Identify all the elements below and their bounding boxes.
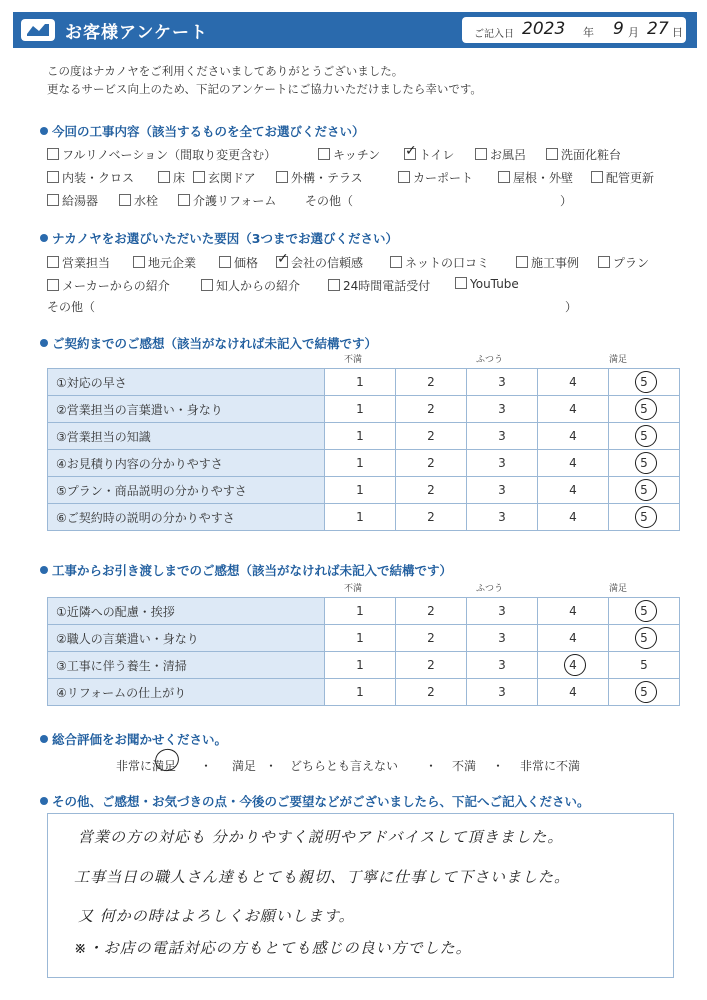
date-day-unit: 日	[672, 26, 683, 39]
checkbox[interactable]	[47, 148, 59, 160]
rating-row	[48, 369, 680, 396]
reason-local-company[interactable]: 地元企業	[133, 254, 196, 271]
overall-very-dissatisfied[interactable]: 非常に不満	[520, 759, 581, 773]
selection-circle	[633, 396, 658, 421]
selection-circle	[633, 598, 658, 623]
checkbox[interactable]	[158, 171, 170, 183]
overall-satisfied[interactable]: 満足	[232, 759, 257, 773]
date-year-unit: 年	[583, 26, 594, 39]
checkbox[interactable]	[201, 279, 213, 291]
bullet-icon	[40, 234, 48, 242]
option-toilet[interactable]: ✓ トイレ	[404, 146, 454, 163]
rating-option-3[interactable]: 3	[467, 450, 538, 477]
rating-option-3[interactable]: 3	[467, 396, 538, 423]
option-full-renovation[interactable]: フルリノベーション（間取り変更含む）	[47, 146, 276, 163]
rating-option-4[interactable]: 4	[538, 652, 609, 679]
rating-row	[48, 652, 680, 679]
rating-option-4[interactable]: 4	[538, 450, 609, 477]
checkbox[interactable]	[455, 277, 467, 289]
rating-row-label: ②職人の言葉遣い・身なり	[48, 625, 325, 652]
rating-row-label: ③営業担当の知識	[48, 423, 325, 450]
overall-separator: ・	[492, 759, 505, 773]
overall-separator: ・	[265, 759, 278, 773]
selection-circle	[633, 477, 658, 502]
option-carport[interactable]: カーポート	[398, 169, 473, 186]
rating-option-1[interactable]: 1	[325, 598, 396, 625]
date-field[interactable]	[462, 17, 686, 43]
option-exterior[interactable]: 外構・テラス	[276, 169, 363, 186]
checkbox[interactable]	[598, 256, 610, 268]
reason-plan[interactable]: プラン	[598, 254, 649, 271]
scale-low: 不満	[344, 584, 363, 594]
rating-option-3[interactable]: 3	[467, 369, 538, 396]
selection-circle	[633, 625, 658, 650]
rating-option-3[interactable]: 3	[467, 598, 538, 625]
rating-option-5[interactable]: 5	[609, 369, 680, 396]
reason-24h-phone[interactable]: 24時間電話受付	[328, 277, 430, 294]
rating-option-2[interactable]: 2	[396, 598, 467, 625]
selection-circle	[562, 652, 587, 677]
checkbox[interactable]	[398, 171, 410, 183]
section-reasons-title: ナカノヤをお選びいただいた要因（3つまでお選びください）	[40, 229, 398, 247]
option-other-label: その他（	[305, 194, 354, 208]
rating-option-5[interactable]: 5	[609, 504, 680, 531]
checkbox[interactable]	[47, 279, 59, 291]
rating-row-label: ①対応の早さ	[48, 369, 325, 396]
comment-line-4: ※・お店の電話対応の方もとても感じの良い方でした。	[74, 939, 472, 957]
rating-row	[48, 598, 680, 625]
rating-option-2[interactable]: 2	[396, 423, 467, 450]
rating-option-5[interactable]: 5	[609, 450, 680, 477]
reason-maker-referral[interactable]: メーカーからの紹介	[47, 277, 170, 294]
bullet-icon	[40, 735, 48, 743]
rating-option-4[interactable]: 4	[538, 477, 609, 504]
rating-option-3[interactable]: 3	[467, 679, 538, 706]
section-contract-impressions-title: ご契約までのご感想（該当がなければ未記入で結構です）	[40, 334, 377, 352]
intro-line-2: 更なるサービス向上のため、下記のアンケートにご協力いただけましたら幸いです。	[47, 82, 482, 96]
section-work-content-title: 今回の工事内容（該当するものを全てお選びください）	[40, 122, 365, 140]
company-logo	[21, 19, 55, 41]
rating-option-5[interactable]: 5	[609, 679, 680, 706]
checkbox[interactable]	[328, 279, 340, 291]
option-interior[interactable]: 内装・クロス	[47, 169, 134, 186]
rating-row-label: ④リフォームの仕上がり	[48, 679, 325, 706]
checkbox[interactable]	[47, 256, 59, 268]
rating-option-4[interactable]: 4	[538, 598, 609, 625]
rating-option-5[interactable]: 5	[609, 396, 680, 423]
rating-option-3[interactable]: 3	[467, 625, 538, 652]
option-kitchen[interactable]: キッチン	[318, 146, 380, 163]
selection-circle	[633, 504, 658, 529]
rating-option-1[interactable]: 1	[325, 396, 396, 423]
intro-line-1: この度はナカノヤをご利用くださいましてありがとうございました。	[47, 64, 404, 78]
rating-option-2[interactable]: 2	[396, 652, 467, 679]
section-overall-title: 総合評価をお聞かせください。	[40, 730, 227, 748]
scale-high: 満足	[609, 355, 628, 365]
header-bar	[13, 12, 697, 48]
checkbox[interactable]	[276, 171, 288, 183]
rating-option-4[interactable]: 4	[538, 396, 609, 423]
checkbox[interactable]	[546, 148, 558, 160]
checkbox[interactable]	[591, 171, 603, 183]
rating-option-5[interactable]: 5	[609, 652, 680, 679]
scale-low: 不満	[344, 355, 363, 365]
rating-row-label: ①近隣への配慮・挨拶	[48, 598, 325, 625]
overall-neutral[interactable]: どちらとも言えない	[290, 759, 399, 773]
rating-option-5[interactable]: 5	[609, 598, 680, 625]
reason-reviews[interactable]: ネットの口コミ	[390, 254, 489, 271]
rating-option-3[interactable]: 3	[467, 423, 538, 450]
rating-option-2[interactable]: 2	[396, 504, 467, 531]
overall-dissatisfied[interactable]: 不満	[452, 759, 477, 773]
bullet-icon	[40, 797, 48, 805]
rating-row	[48, 504, 680, 531]
selection-circle	[633, 369, 658, 394]
rating-option-4[interactable]: 4	[538, 369, 609, 396]
rating-option-1[interactable]: 1	[325, 369, 396, 396]
rating-option-3[interactable]: 3	[467, 652, 538, 679]
reason-case-studies[interactable]: 施工事例	[516, 254, 579, 271]
rating-option-4[interactable]: 4	[538, 679, 609, 706]
checkbox[interactable]	[178, 194, 190, 206]
rating-option-1[interactable]: 1	[325, 625, 396, 652]
scale-mid: ふつう	[476, 355, 504, 365]
selection-circle	[633, 450, 658, 475]
contract-rating-table	[47, 368, 680, 531]
checkbox[interactable]	[47, 194, 59, 206]
option-other-close: ）	[560, 194, 573, 208]
rating-option-1[interactable]: 1	[325, 423, 396, 450]
rating-option-1[interactable]: 1	[325, 504, 396, 531]
option-bath[interactable]: お風呂	[475, 146, 526, 163]
selection-circle	[633, 679, 658, 704]
rating-option-2[interactable]: 2	[396, 625, 467, 652]
reason-other-label: その他（	[47, 300, 96, 314]
overall-very-satisfied[interactable]: 非常に満足	[116, 759, 177, 773]
bullet-icon	[40, 566, 48, 574]
checkbox-checked[interactable]	[276, 256, 288, 268]
date-month: 9	[613, 19, 624, 39]
section-comments-title: その他、ご感想・お気づきの点・今後のご要望などがございましたら、下記へご記入ください。	[40, 792, 590, 810]
reason-trust[interactable]: ✓ 会社の信頼感	[276, 254, 363, 271]
rating-option-5[interactable]: 5	[609, 423, 680, 450]
overall-separator: ・	[425, 759, 438, 773]
rating-option-4[interactable]: 4	[538, 504, 609, 531]
checkbox[interactable]	[133, 256, 145, 268]
date-day: 27	[647, 19, 669, 39]
option-water-heater[interactable]: 給湯器	[47, 192, 98, 209]
rating-row-label: ③工事に伴う養生・清掃	[48, 652, 325, 679]
rating-option-2[interactable]: 2	[396, 477, 467, 504]
rating-option-1[interactable]: 1	[325, 450, 396, 477]
rating-row-label: ⑥ご契約時の説明の分かりやすさ	[48, 504, 325, 531]
reason-sales-rep[interactable]: 営業担当	[47, 254, 110, 271]
selection-circle	[633, 423, 658, 448]
reason-price[interactable]: 価格	[219, 254, 258, 271]
option-vanity[interactable]: 洗面化粧台	[546, 146, 621, 163]
option-faucet[interactable]: 水栓	[119, 192, 158, 209]
rating-row	[48, 423, 680, 450]
option-care-reform[interactable]: 介護リフォーム	[178, 192, 276, 209]
date-month-unit: 月	[628, 26, 639, 39]
option-entrance-door[interactable]: 玄関ドア	[193, 169, 256, 186]
option-piping[interactable]: 配管更新	[591, 169, 654, 186]
rating-row	[48, 396, 680, 423]
rating-option-4[interactable]: 4	[538, 625, 609, 652]
rating-option-2[interactable]: 2	[396, 679, 467, 706]
checkbox[interactable]	[193, 171, 205, 183]
reason-other-close: ）	[565, 300, 578, 314]
overall-separator: ・	[200, 759, 213, 773]
checkbox-checked[interactable]	[404, 148, 416, 160]
comment-line-1: 営業の方の対応も 分かりやすく説明やアドバイスして頂きました。	[78, 828, 564, 846]
comment-line-2: 工事当日の職人さん達もとても親切、丁寧に仕事して下さいました。	[74, 868, 571, 886]
rating-option-1[interactable]: 1	[325, 652, 396, 679]
bullet-icon	[40, 127, 48, 135]
rating-row-label: ②営業担当の言葉遣い・身なり	[48, 396, 325, 423]
option-roof[interactable]: 屋根・外壁	[498, 169, 573, 186]
checkbox[interactable]	[475, 148, 487, 160]
construction-rating-table	[47, 597, 680, 706]
section-construction-impressions-title: 工事からお引き渡しまでのご感想（該当がなければ未記入で結構です）	[40, 561, 452, 579]
rating-row-label: ⑤プラン・商品説明の分かりやすさ	[48, 477, 325, 504]
checkbox[interactable]	[516, 256, 528, 268]
comment-line-3: 又 何かの時はよろしくお願いします。	[78, 907, 355, 925]
reason-youtube[interactable]: YouTube	[455, 277, 519, 291]
rating-option-2[interactable]: 2	[396, 369, 467, 396]
checkbox[interactable]	[47, 171, 59, 183]
page-title: お客様アンケート	[65, 23, 208, 43]
date-year: 2023	[522, 19, 566, 39]
checkbox[interactable]	[119, 194, 131, 206]
checkbox[interactable]	[219, 256, 231, 268]
rating-option-2[interactable]: 2	[396, 396, 467, 423]
rating-option-4[interactable]: 4	[538, 423, 609, 450]
rating-row	[48, 450, 680, 477]
comment-textarea[interactable]	[47, 813, 674, 978]
bullet-icon	[40, 339, 48, 347]
rating-row	[48, 625, 680, 652]
rating-row-label: ④お見積り内容の分かりやすさ	[48, 450, 325, 477]
rating-option-2[interactable]: 2	[396, 450, 467, 477]
checkbox[interactable]	[498, 171, 510, 183]
reason-friend-referral[interactable]: 知人からの紹介	[201, 277, 300, 294]
rating-option-1[interactable]: 1	[325, 679, 396, 706]
checkbox[interactable]	[390, 256, 402, 268]
rating-row	[48, 477, 680, 504]
date-label: ご記入日	[474, 29, 514, 40]
scale-mid: ふつう	[476, 584, 504, 594]
rating-option-1[interactable]: 1	[325, 477, 396, 504]
rating-option-3[interactable]: 3	[467, 477, 538, 504]
rating-option-5[interactable]: 5	[609, 477, 680, 504]
option-floor[interactable]: 床	[158, 169, 185, 186]
rating-option-5[interactable]: 5	[609, 625, 680, 652]
scale-high: 満足	[609, 584, 628, 594]
rating-row	[48, 679, 680, 706]
checkbox[interactable]	[318, 148, 330, 160]
rating-option-3[interactable]: 3	[467, 504, 538, 531]
